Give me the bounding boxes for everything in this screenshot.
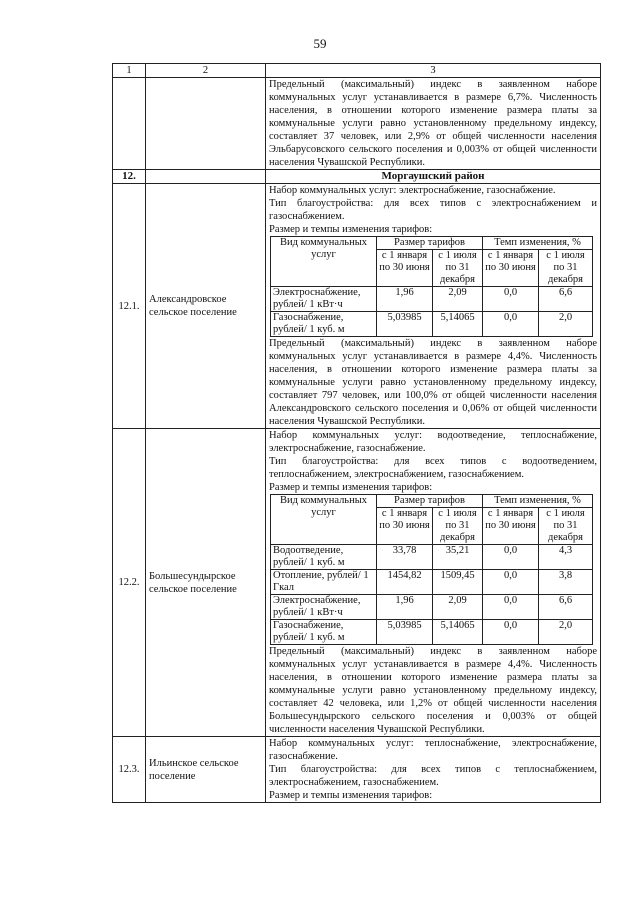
rate-value: 0,0 [483,595,539,620]
district-number: 12. [113,170,146,184]
tariff-intro: Размер и темпы изменения тарифов: [269,482,433,493]
continuation-text: Предельный (максимальный) индекс в заявленном наборе коммунальных услуг устанавливается в размере 6,7%. Численность населения, в отношении которого изменение размера платы за коммунальные услуги равно установленному предельному индексу, составляет 37 человек, или 2,9% от общей численности населения Эльбарусовского сельского поселения и 0,003% от общей численности населения Чувашской Республики. [266,78,601,170]
rate-value: 6,6 [539,287,593,312]
entry-number: 12.3. [113,737,146,803]
entry-content [266,429,601,737]
service-name: Водоотведение, рублей/ 1 куб. м [271,545,377,570]
tariff-header-kind: Вид коммунальных услуг [271,237,377,287]
tariff-header-period: с 1 июля по 31 декабря [539,508,593,545]
column-header-1: 1 [113,64,146,78]
rate-value: 4,3 [539,545,593,570]
price-index-text: Предельный (максимальный) индекс в заявленном наборе коммунальных услуг устанавливается в размере 4,4%. Численность населения, в отношении которого изменение размера платы за коммунальные услуги равно установленному предельному индексу, составляет 797 человек, или 100,0% от общей численности населения Александровского сельского поселения и 0,06% от общей численности населения Чувашской Республики. [269,338,597,427]
services-set: Набор коммунальных услуг: теплоснабжение, электроснабжение, газоснабжение. [269,738,597,762]
tariff-value: 33,78 [377,545,433,570]
services-set: Набор коммунальных услуг: водоотведение, теплоснабжение, электроснабжение, газоснабжение. [269,430,597,454]
entry-row-12-1 [113,184,601,429]
tariff-header-period: с 1 января по 30 июня [483,508,539,545]
tariff-value: 5,03985 [377,312,433,337]
tariff-header-size: Размер тарифов [377,237,483,250]
tariff-row [271,570,593,595]
rate-value: 6,6 [539,595,593,620]
tariff-header-kind: Вид коммунальных услуг [271,495,377,545]
column-header-row [113,64,601,78]
tariff-row [271,620,593,645]
tariff-value: 2,09 [433,595,483,620]
services-set: Набор коммунальных услуг: электроснабжение, газоснабжение. [269,185,556,196]
service-name: Отопление, рублей/ 1 Гкал [271,570,377,595]
tariff-header-rate: Темп изменения, % [483,495,593,508]
entry-content [266,184,601,429]
tariff-header-period: с 1 января по 30 июня [377,250,433,287]
tariff-header-period: с 1 июля по 31 декабря [433,508,483,545]
improvement-type: Тип благоустройства: для всех типов с теплоснабжением, электроснабжением, газоснабжением. [269,764,597,788]
column-header-3: 3 [266,64,601,78]
entry-row-12-2 [113,429,601,737]
tariff-header-period: с 1 января по 30 июня [377,508,433,545]
tariff-value: 1,96 [377,595,433,620]
rate-value: 0,0 [483,620,539,645]
rate-value: 0,0 [483,570,539,595]
entry-row-12-3 [113,737,601,803]
tariff-header-period: с 1 июля по 31 декабря [433,250,483,287]
district-row [113,170,601,184]
document-table [112,63,601,803]
tariff-value: 1,96 [377,287,433,312]
improvement-type: Тип благоустройства: для всех типов с водоотведением, теплоснабжением, электроснабжением, газоснабжением. [269,456,597,480]
entry-number: 12.2. [113,429,146,737]
service-name: Газоснабжение, рублей/ 1 куб. м [271,620,377,645]
tariff-value: 1454,82 [377,570,433,595]
tariff-row [271,545,593,570]
service-name: Электроснабжение, рублей/ 1 кВт·ч [271,595,377,620]
service-name: Электроснабжение, рублей/ 1 кВт·ч [271,287,377,312]
rate-value: 2,0 [539,312,593,337]
tariff-header-period: с 1 января по 30 июня [483,250,539,287]
continuation-row [113,78,601,170]
tariff-header-period: с 1 июля по 31 декабря [539,250,593,287]
tariff-header-size: Размер тарифов [377,495,483,508]
entry-number: 12.1. [113,184,146,429]
rate-value: 2,0 [539,620,593,645]
service-name: Газоснабжение, рублей/ 1 куб. м [271,312,377,337]
page-number: 59 [313,36,327,51]
tariff-value: 5,14065 [433,620,483,645]
rate-value: 3,8 [539,570,593,595]
tariff-row [271,287,593,312]
tariff-row [271,312,593,337]
tariff-header-rate: Темп изменения, % [483,237,593,250]
price-index-text: Предельный (максимальный) индекс в заявленном наборе коммунальных услуг устанавливается в размере 4,4%. Численность населения, в отношении которого изменение размера платы за коммунальные услуги равно установленному предельному индексу, составляет 42 человека, или 1,2% от общей численности населения Большесундырского сельского поселения и 0,003% от общей численности населения Чувашской Республики. [269,646,597,735]
tariff-intro: Размер и темпы изменения тарифов: [269,224,433,235]
tariff-row [271,595,593,620]
tariff-value: 35,21 [433,545,483,570]
entry-name: Александровское сельское поселение [146,184,266,429]
column-header-2: 2 [146,64,266,78]
rate-value: 0,0 [483,312,539,337]
rate-value: 0,0 [483,545,539,570]
entry-name: Большесундырское сельское поселение [146,429,266,737]
tariff-table [270,494,593,645]
improvement-type: Тип благоустройства: для всех типов с электроснабжением и газоснабжением. [269,198,597,222]
entry-content [266,737,601,803]
tariff-value: 1509,45 [433,570,483,595]
tariff-intro: Размер и темпы изменения тарифов: [269,790,433,801]
tariff-table [270,236,593,337]
entry-name: Ильинское сельское поселение [146,737,266,803]
district-name: Моргаушский район [266,170,601,184]
tariff-value: 2,09 [433,287,483,312]
tariff-value: 5,03985 [377,620,433,645]
rate-value: 0,0 [483,287,539,312]
tariff-value: 5,14065 [433,312,483,337]
